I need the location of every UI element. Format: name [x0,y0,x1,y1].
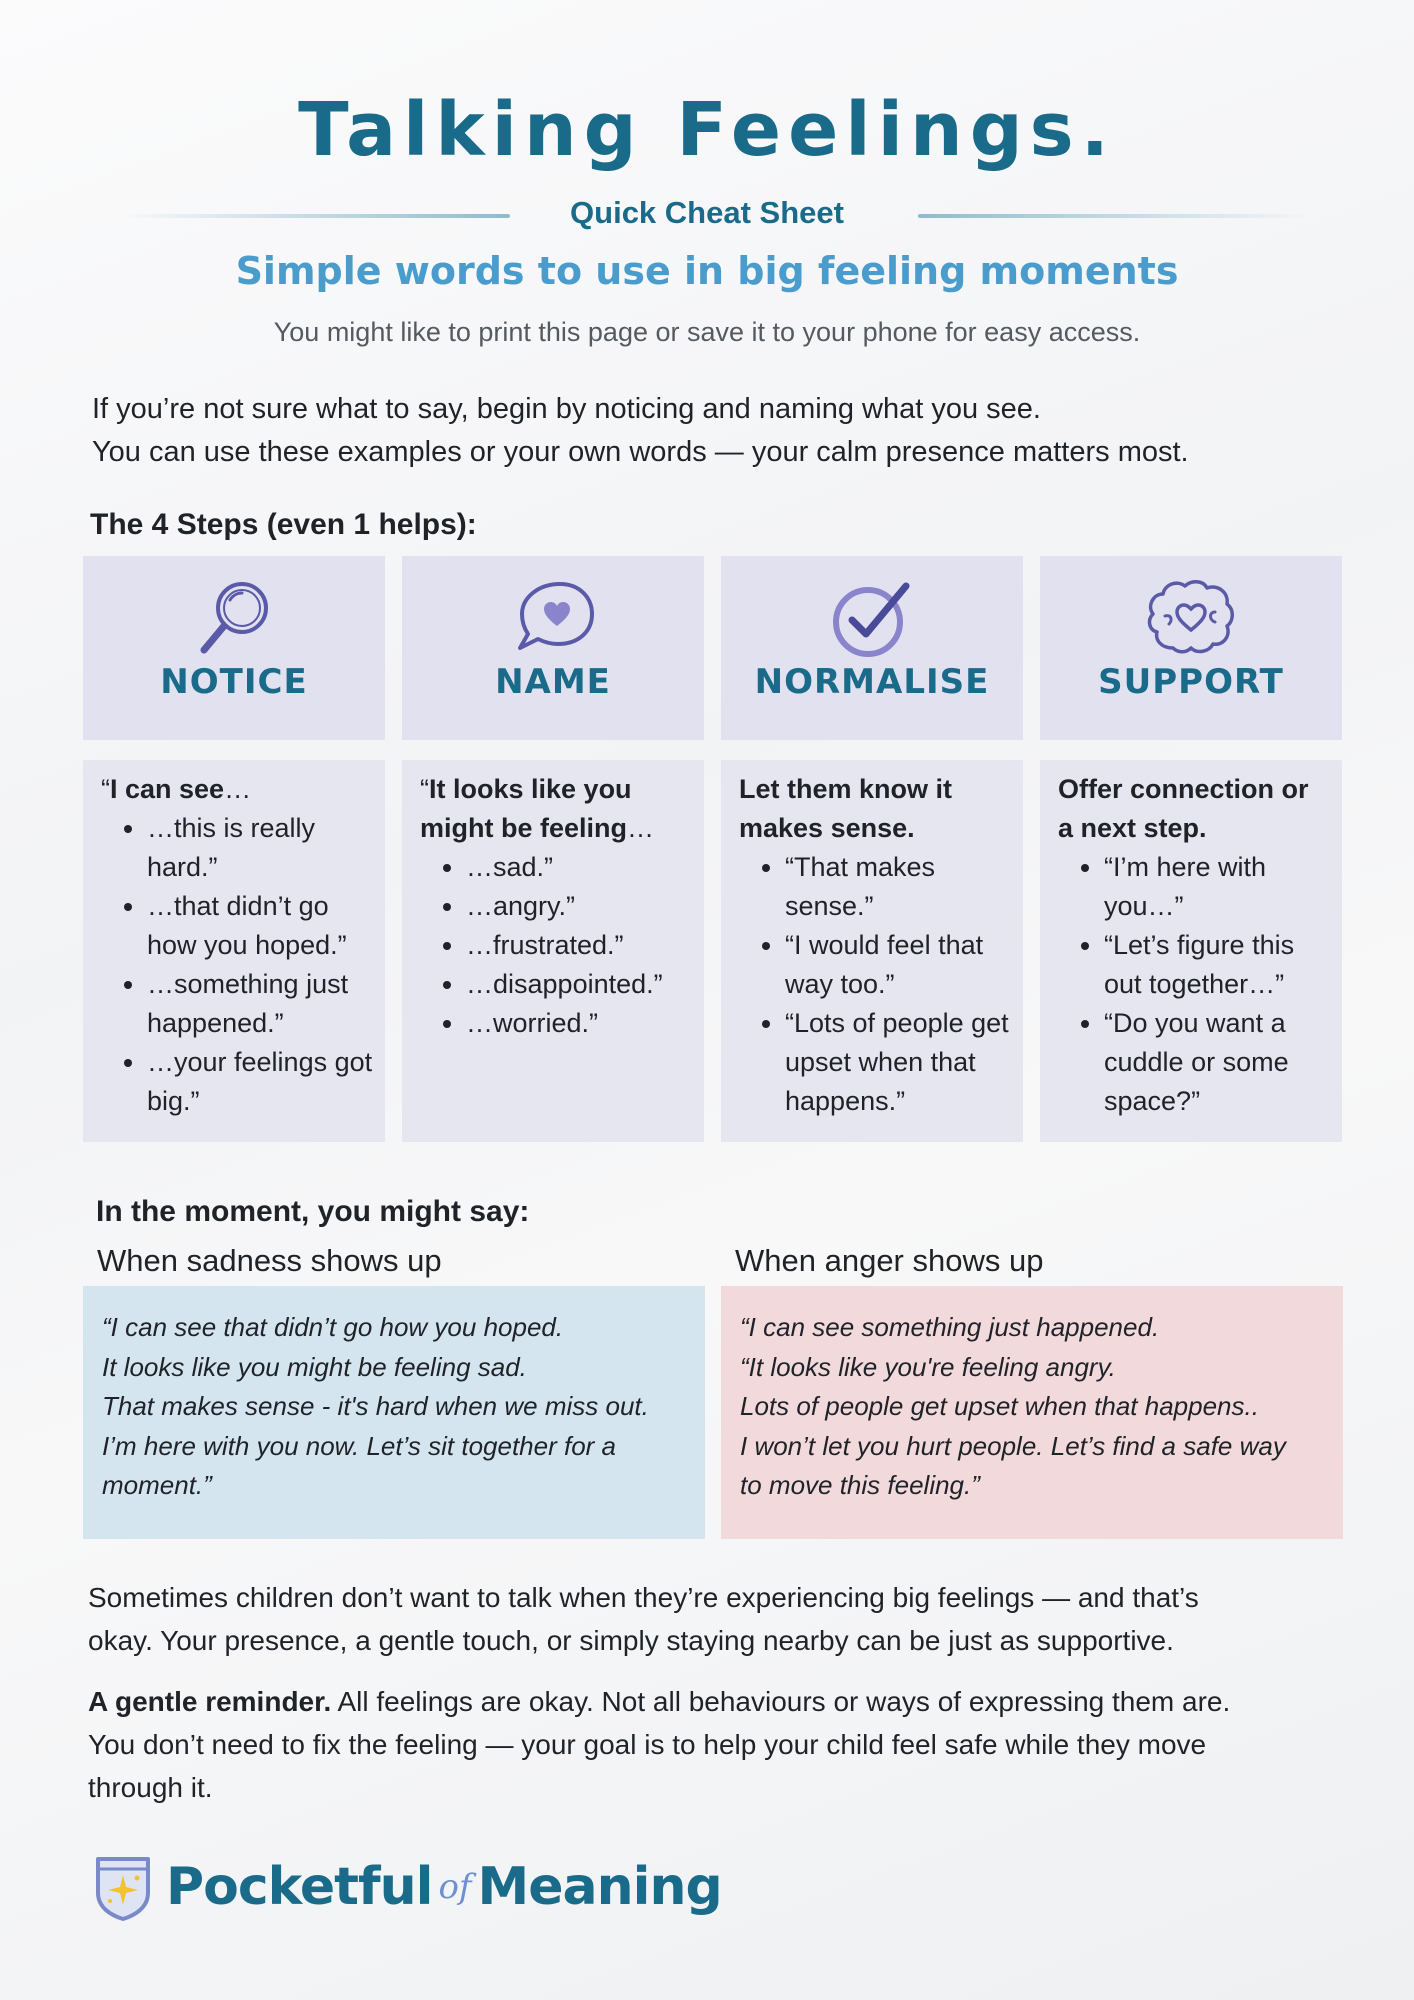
tagline: Simple words to use in big feeling moments [235,249,1179,293]
list-item: • “That makes sense.” [785,848,1011,926]
script-line: “I can see that didn’t go how you hoped. [102,1312,564,1342]
list-item: • …that didn’t go how you hoped.” [147,887,373,965]
steps-heading: The 4 Steps (even 1 helps): [90,508,477,541]
script-line: to move this feeling.” [740,1470,980,1500]
script-line: “I can see something just happened. [740,1312,1160,1342]
reminder-heading: A gentle reminder. [88,1686,332,1717]
list-item: • “Lots of people get upset when that happens.” [785,1004,1011,1121]
list-item: • …something just happened.” [147,965,373,1043]
script-line: I won’t let you hurt people. Let’s find a safe way [740,1430,1286,1461]
script-line: That makes sense - it's hard when we miss out. [102,1391,649,1421]
sadness-script [83,1286,705,1539]
step-card-notice [83,556,385,740]
list-item: • …this is really hard.” [147,809,373,887]
script-line: “It looks like you're feeling angry. [740,1351,1116,1382]
list-item: • “I would feel that way too.” [785,926,1011,1004]
list-item: • “I’m here with you…” [1104,848,1330,926]
script-line: It looks like you might be feeling sad. [102,1351,527,1382]
list-item: • …sad.” [466,848,692,887]
closing-paragraph: Sometimes children don’t want to talk when they’re experiencing big feelings — and that’s okay. Your presence, a gentle touch, or simply staying nearby can be just as supportive. [88,1582,1199,1656]
brain-heart-icon [1040,576,1342,660]
step-card-support [1040,556,1342,740]
logo-word-meaning: Meaning [477,1857,722,1917]
list-item: • …disappointed.” [466,965,692,1004]
step-lead: Offer connection or a next step. [1058,774,1309,843]
list-item: • “Let’s figure this out together…” [1104,926,1330,1004]
script-line: Lots of people get upset when that happens.. [740,1391,1259,1421]
sadness-label: When sadness shows up [97,1243,442,1278]
step-body-support [1040,760,1342,1142]
speech-bubble-heart-icon [402,576,704,660]
step-label-normalise: NORMALISE [754,662,990,702]
step-card-normalise [721,556,1023,740]
step-body-notice [83,760,385,1142]
print-note: You might like to print this page or save it to your phone for easy access. [273,317,1141,347]
logo-word-pocketful: Pocketful [166,1857,433,1917]
gentle-reminder: A gentle reminder. All feelings are okay. Not all behaviours or ways of expressing them are. You don’t need to fix the feeling — your goal is to help your child feel safe while they move through it. [88,1686,1231,1803]
checkmark-circle-icon [721,576,1023,660]
list-item: • …worried.” [466,1004,692,1043]
list-item: • “Do you want a cuddle or some space?” [1104,1004,1330,1121]
list-item: • …angry.” [466,887,692,926]
intro-text [92,388,1352,474]
step-body-name [402,760,704,1142]
list-item: • …your feelings got big.” [147,1043,373,1121]
moment-heading: In the moment, you might say: [96,1195,530,1228]
intro-line-2: You can use these examples or your own words — your calm presence matters most. [92,436,1189,468]
intro-line-1: If you’re not sure what to say, begin by noticing and naming what you see. [92,393,1041,425]
magnifying-glass-icon [83,576,385,660]
step-label-notice: NOTICE [160,662,308,702]
anger-script [721,1286,1343,1539]
subtitle: Quick Cheat Sheet [570,195,844,230]
list-item: • …frustrated.” [466,926,692,965]
step-lead: “It looks like you might be feeling… [420,774,655,843]
pocket-sparkle-icon [92,1853,154,1921]
logo-word-of: of [438,1867,472,1907]
step-body-normalise [721,760,1023,1142]
step-lead: Let them know it makes sense. [739,774,953,843]
step-label-support: SUPPORT [1098,662,1284,702]
script-line: I’m here with you now. Let’s sit together for a [102,1430,617,1461]
anger-label: When anger shows up [735,1243,1044,1278]
step-card-name [402,556,704,740]
step-label-name: NAME [495,662,611,702]
step-lead: “I can see… [101,774,252,804]
script-line: moment.” [102,1470,212,1500]
brand-logo [92,1850,722,1924]
page-title: Talking Feelings. [298,87,1116,173]
